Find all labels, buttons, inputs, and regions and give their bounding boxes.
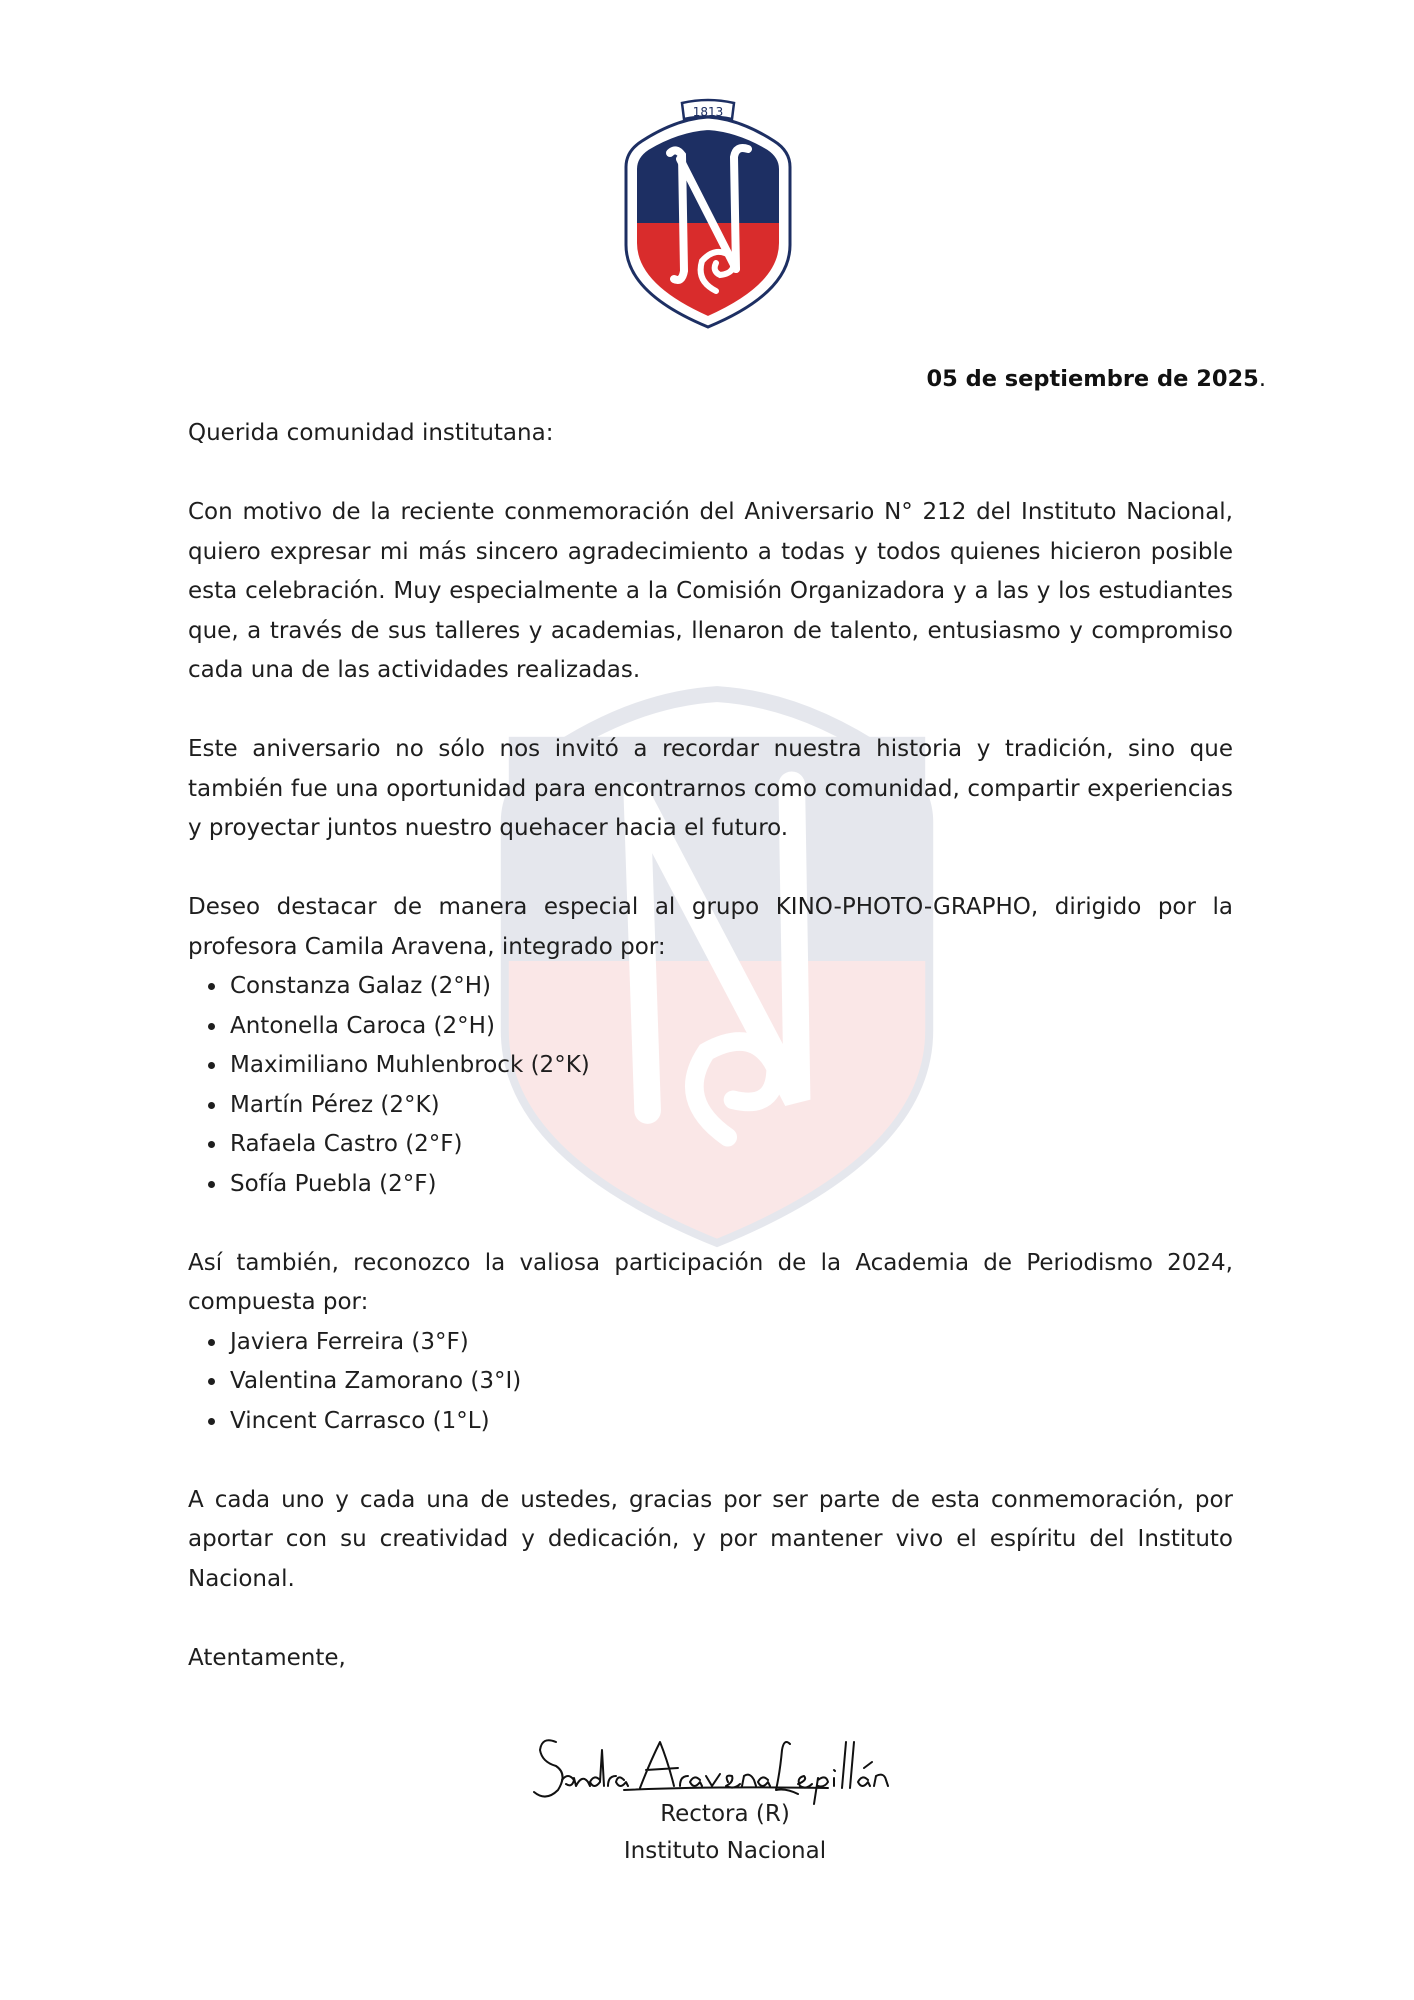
paragraph-aniversario: Con motivo de la reciente conmemoración del Aniversario N° 212 del Instituto Nacional, quiero expresar mi más sincero agradecimiento a todas y todos quienes hicieron posible esta celebración. Muy especialmente a la Comisión Organizadora y a las y los estudiantes que, a través de sus talleres y academias, llenaron de talento, entusiasmo y compromiso cada una de las actividades realizadas.	[188, 499, 1233, 683]
crest-year: 1813	[692, 105, 724, 119]
list-item: • Vincent Carrasco (1°L)	[228, 1402, 1233, 1442]
list-item: • Valentina Zamorano (3°I)	[228, 1362, 1233, 1402]
list-academia-periodismo	[188, 1323, 1233, 1442]
letter-date	[926, 366, 1266, 392]
salutation: Querida comunidad institutana:	[188, 420, 554, 446]
paragraph-agradecimiento: A cada uno y cada una de ustedes, gracias por ser parte de esta conmemoración, por aportar con su creatividad y dedicación, y por mantener vivo el espíritu del Instituto Nacional.	[188, 1486, 1233, 1592]
institution-crest-icon	[620, 95, 796, 331]
closing: Atentamente,	[188, 1644, 346, 1671]
date-period: .	[1258, 366, 1266, 392]
list-item: • Antonella Caroca (2°H)	[228, 1007, 1233, 1047]
paragraph-historia: Este aniversario no sólo nos invitó a recordar nuestra historia y tradición, sino que también fue una oportunidad para encontrarnos como comunidad, compartir experiencias y proyectar juntos nuestro quehacer hacia el futuro.	[188, 736, 1233, 841]
paragraph-periodismo: Así también, reconozco la valiosa participación de la Academia de Periodismo 2024, compuesta por:	[188, 1249, 1233, 1315]
paragraph-kino-photo-grapho: Deseo destacar de manera especial al grupo KINO-PHOTO-GRAPHO, dirigido por la profesora Camila Aravena, integrado por:	[188, 894, 1233, 960]
signer-institution: Instituto Nacional	[623, 1838, 827, 1864]
list-kino-photo-grapho	[188, 967, 1233, 1204]
signature-block	[560, 1796, 890, 1870]
list-item: • Martín Pérez (2°K)	[228, 1086, 1233, 1126]
list-item: • Javiera Ferreira (3°F)	[228, 1323, 1233, 1363]
letter-body	[188, 414, 1233, 1678]
date-text: 05 de septiembre de 2025	[926, 366, 1259, 392]
list-item: • Constanza Galaz (2°H)	[228, 967, 1233, 1007]
list-item: • Sofía Puebla (2°F)	[228, 1165, 1233, 1205]
list-item: • Maximiliano Muhlenbrock (2°K)	[228, 1046, 1233, 1086]
list-item: • Rafaela Castro (2°F)	[228, 1125, 1233, 1165]
signer-title: Rectora (R)	[660, 1801, 790, 1827]
